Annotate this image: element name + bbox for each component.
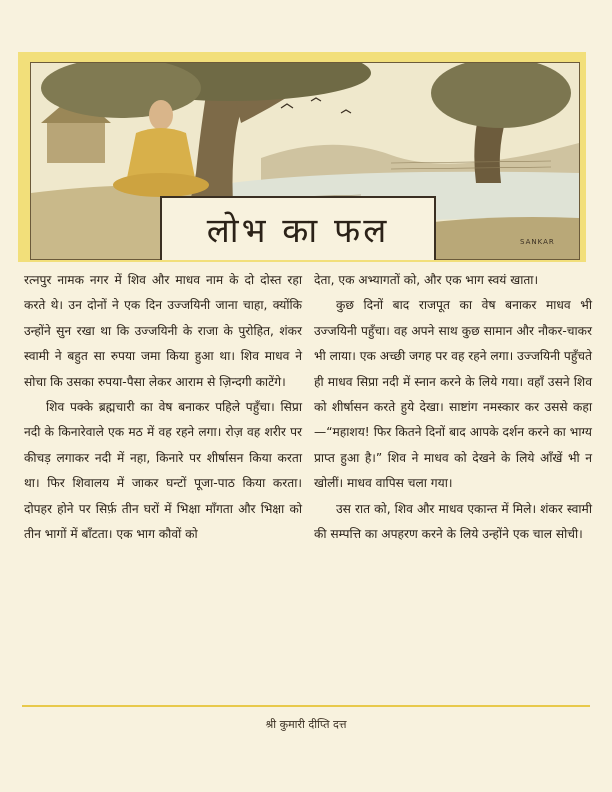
story-title: लोभ का फल — [206, 211, 390, 251]
paragraph: उस रात को, शिव और माधव एकान्त में मिले। शंकर स्वामी की सम्पत्ति का अपहरण करने के लिये उन्होंने एक चाल सोची। — [314, 501, 592, 542]
story-columns — [24, 268, 592, 698]
right-column — [314, 268, 592, 698]
artist-signature: SANKAR — [520, 238, 555, 246]
title-box — [160, 196, 436, 260]
paragraph: शिव पक्के ब्रह्मचारी का वेष बनाकर पहिले पहुँचा। सिप्रा नदी के किनारेवाले एक मठ में वह रहने लगा। रोज़ वह शरीर पर कीचड़ लगाकर नदी में नहा, किनारे पर शीर्षासन किया करता था। फिर शिवालय में जाकर घन्टों पूजा-पाठ किया करता। दोपहर होने पर सिर्फ़ तीन घरों में भिक्षा माँगता और भिक्षा को तीन भागों में बाँटता। एक भाग कौवों को — [24, 400, 302, 542]
paragraph: रत्नपुर नामक नगर में शिव और माधव नाम के दो दोस्त रहा करते थे। उन दोनों ने एक दिन उज्जयिनी जाना चाहा, क्योंकि उन्होंने सुन रखा था कि उज्जयिनी के राजा के पुरोहित, शंकर स्वामी ने बहुत सा रुपया जमा किया हुआ था। शिव माधव ने सोचा कि उसका रुपया-पैसा लेकर आराम से ज़िन्दगी काटेंगे। — [24, 273, 302, 389]
paragraph: कुछ दिनों बाद राजपूत का वेष बनाकर माधव भी उज्जयिनी पहुँचा। वह अपने साथ कुछ सामान और नौकर-चाकर भी लाया। एक अच्छी जगह पर वह रहने लगा। उज्जयिनी पहुँचते ही माधव सिप्रा नदी में स्नान करने के लिये गया। वहाँ उसने शिव को शीर्षासन करते हुये देखा। साष्टांग नमस्कार कर उससे कहा—“महाशय! फिर कितने दिनों बाद आपके दर्शन करने का भाग्य प्राप्त हुआ है।” शिव ने माधव को देखने के लिये आँखें भी न खोलीं। माधव वापिस चला गया। — [314, 298, 592, 491]
paragraph: देता, एक अभ्यागतों को, और एक भाग स्वयं खाता। — [314, 273, 539, 287]
footer-rule — [22, 705, 590, 707]
author-credit: श्री कुमारी दीप्ति दत्त — [265, 718, 347, 731]
left-column — [24, 268, 302, 698]
